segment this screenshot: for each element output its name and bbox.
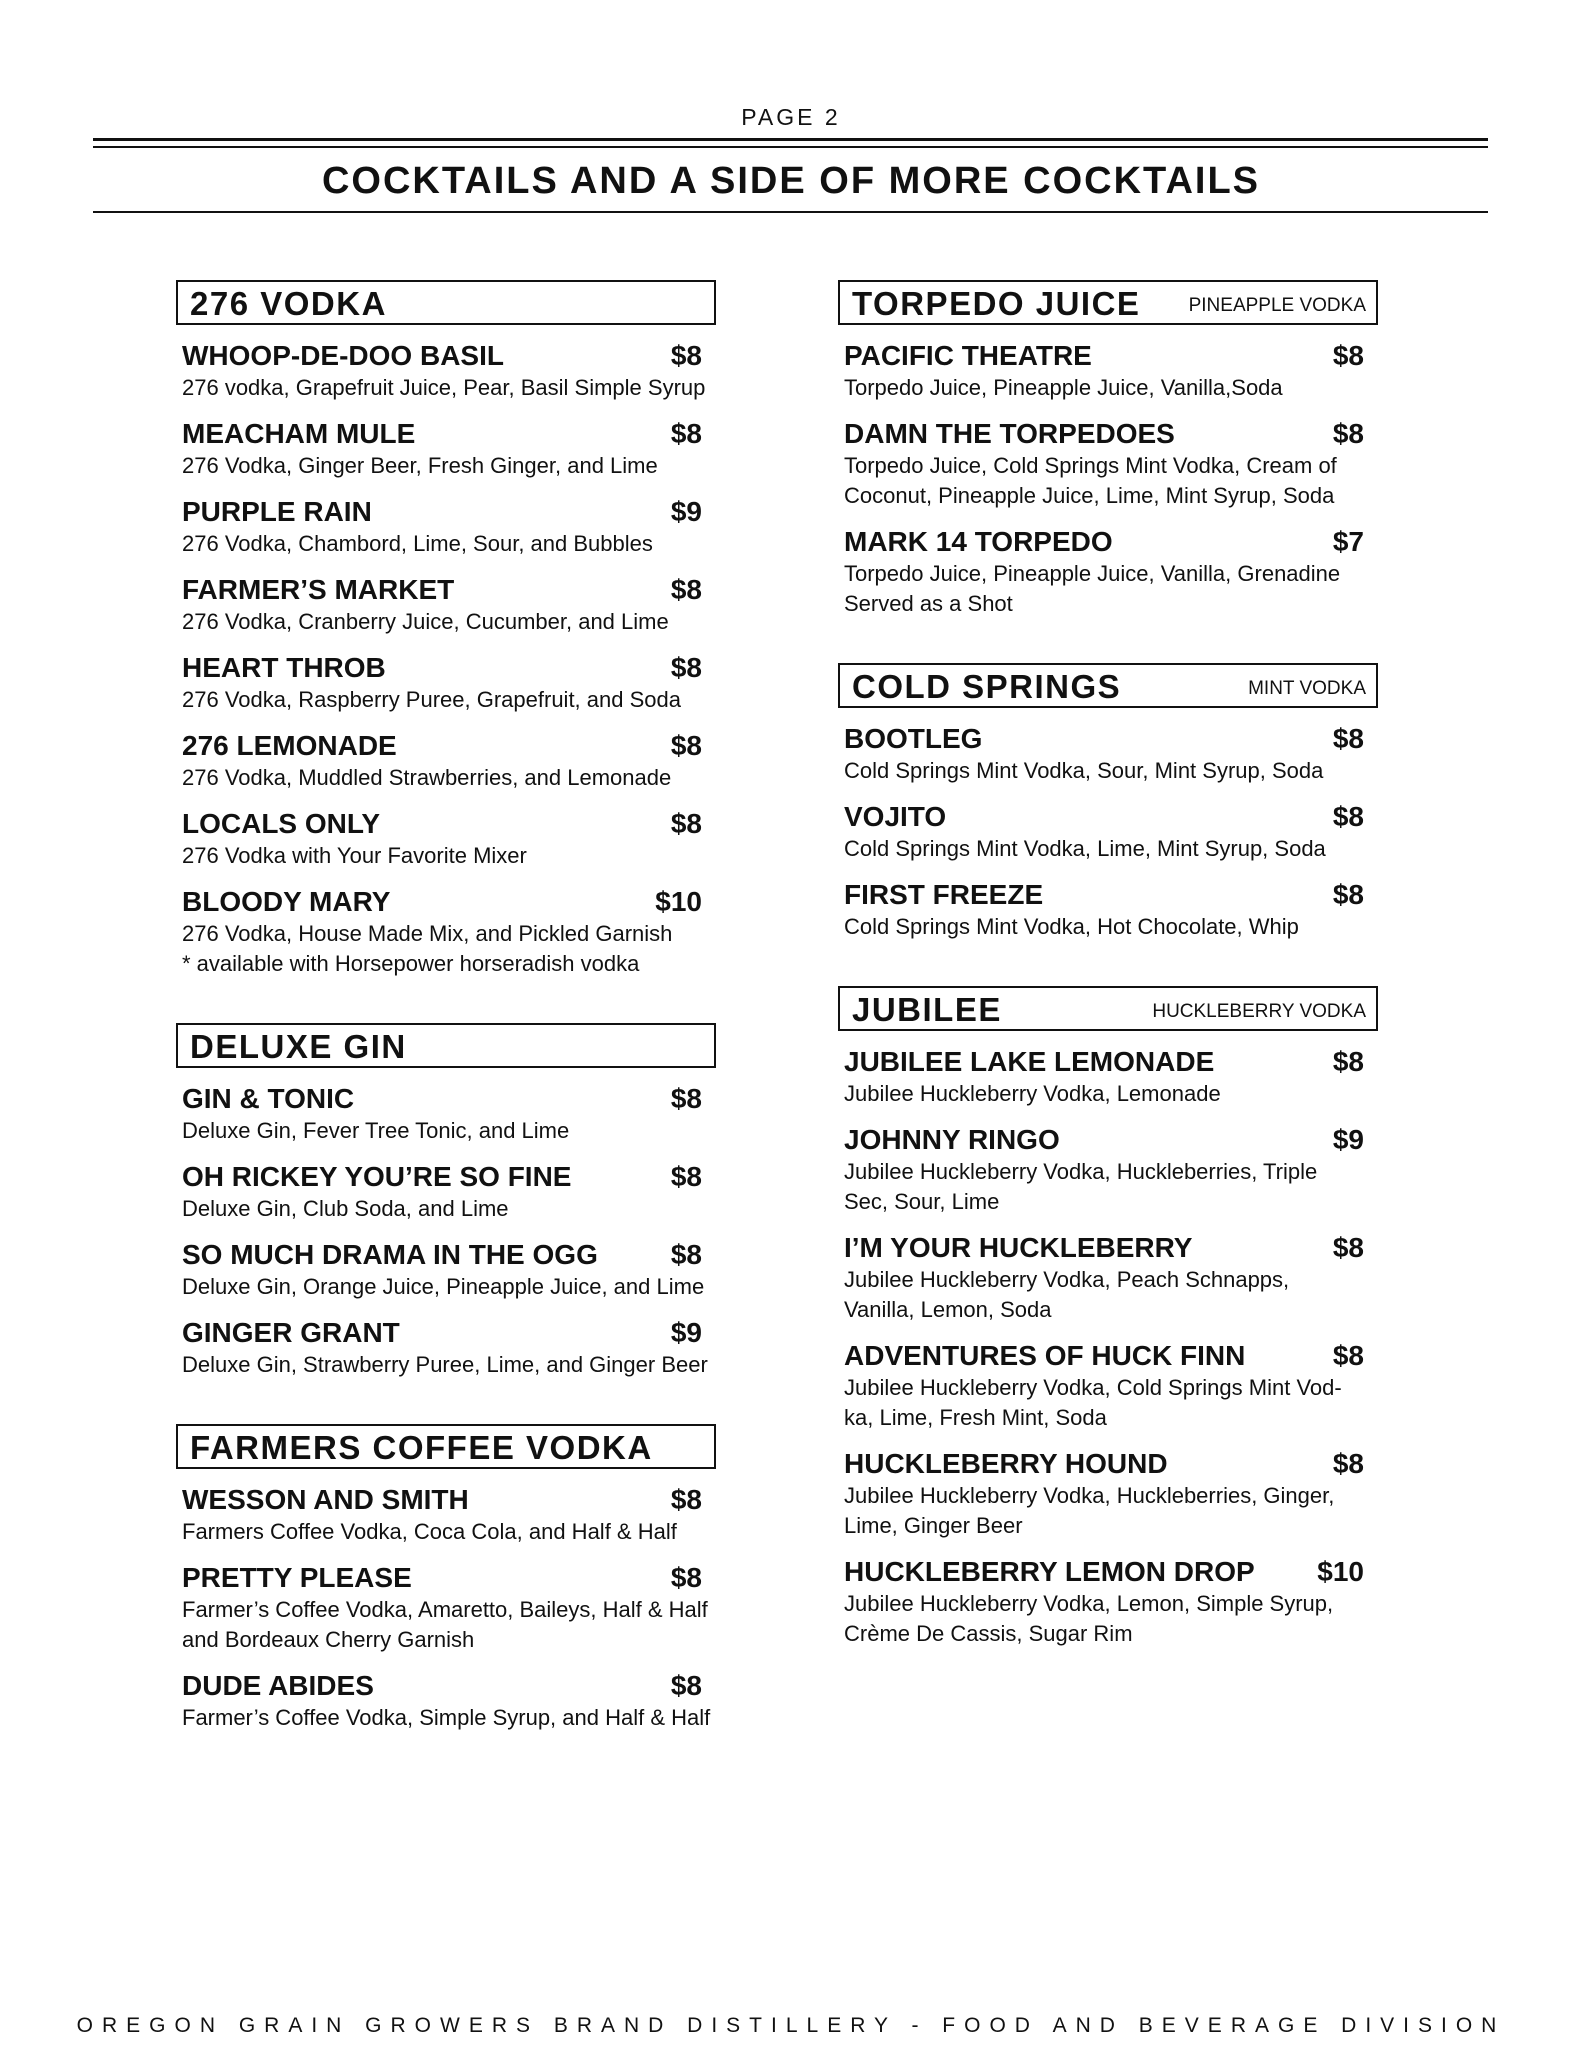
menu-item-description: 276 Vodka, Muddled Strawberries, and Lemonade [182,765,672,790]
menu-item [176,417,736,481]
menu-item-price: $10 [655,886,702,917]
menu-item-header [844,1045,1364,1079]
menu-item-header [182,495,702,529]
menu-section [838,663,1408,942]
menu-item-price: $8 [1332,1340,1364,1371]
menu-item-header [844,1555,1364,1589]
menu-item-header [182,651,702,685]
menu-item-header [182,1160,702,1194]
menu-item-description: 276 Vodka with Your Favorite Mixer [182,843,527,868]
menu-item-header [844,1447,1364,1481]
menu-item-price: $8 [670,340,702,371]
menu-item-price: $8 [670,652,702,683]
menu-item-name: FIRST FREEZE [844,879,1044,910]
section-subtitle: HUCKLEBERRY VODKA [1152,1001,1366,1022]
menu-item-name: PRETTY PLEASE [182,1562,412,1593]
menu-item-name: JUBILEE LAKE LEMONADE [844,1046,1215,1077]
menu-item-name: GINGER GRANT [182,1317,400,1348]
menu-item-description: Farmer’s Coffee Vodka, Amaretto, Baileys, Half & Half and Bordeaux Cherry Garnish [182,1597,708,1652]
menu-item-name: WHOOP-DE-DOO BASIL [182,340,504,371]
menu-item-name: HUCKLEBERRY HOUND [844,1448,1168,1479]
left-column [176,280,736,1777]
menu-item-name: FARMER’S MARKET [182,574,455,605]
menu-item [838,722,1408,786]
menu-item-header [182,807,702,841]
menu-item-name: HUCKLEBERRY LEMON DROP [844,1556,1255,1587]
menu-item-description: Jubilee Huckleberry Vodka, Peach Schnapps, Vanilla, Lemon, Soda [844,1267,1290,1322]
section-title: COLD SPRINGS [852,668,1122,705]
menu-item-header [182,1238,702,1272]
menu-item-header [844,417,1364,451]
menu-item-description: Cold Springs Mint Vodka, Sour, Mint Syrup, Soda [844,758,1324,783]
menu-item [176,1561,736,1655]
menu-item-description: 276 vodka, Grapefruit Juice, Pear, Basil Simple Syrup [182,375,706,400]
menu-item-description: Deluxe Gin, Orange Juice, Pineapple Juice, and Lime [182,1274,705,1299]
menu-item-description: Farmers Coffee Vodka, Coca Cola, and Half & Half [182,1519,677,1544]
menu-item [838,1555,1408,1649]
section-title: JUBILEE [852,991,1002,1028]
menu-item-price: $8 [670,1239,702,1270]
menu-item-header [182,1669,702,1703]
section-header [176,280,716,325]
menu-item-price: $8 [1332,340,1364,371]
menu-item [176,651,736,715]
menu-item-description: Torpedo Juice, Pineapple Juice, Vanilla,Soda [844,375,1283,400]
menu-item-price: $8 [1332,418,1364,449]
page-number: PAGE 2 [741,104,841,130]
menu-item-name: DUDE ABIDES [182,1670,374,1701]
menu-item [838,525,1408,619]
menu-item-header [182,1082,702,1116]
menu-item [176,729,736,793]
menu-item-description: 276 Vodka, House Made Mix, and Pickled Garnish * available with Horsepower horseradish vodka [182,921,673,976]
menu-item-price: $8 [670,1562,702,1593]
header-rule [93,211,1488,213]
menu-item [838,417,1408,511]
menu-item-header [182,1561,702,1595]
menu-item-name: 276 LEMONADE [182,730,397,761]
menu-item [176,1316,736,1380]
menu-item-description: Jubilee Huckleberry Vodka, Lemonade [844,1081,1221,1106]
menu-item [838,339,1408,403]
menu-item-description: Cold Springs Mint Vodka, Hot Chocolate, Whip [844,914,1299,939]
section-title: 276 VODKA [190,285,387,322]
section-title: FARMERS COFFEE VODKA [190,1429,653,1466]
menu-item-name: ADVENTURES OF HUCK FINN [844,1340,1246,1371]
menu-item-price: $7 [1332,526,1364,557]
menu-item-name: MEACHAM MULE [182,418,416,449]
menu-item [838,1045,1408,1109]
menu-item-header [844,722,1364,756]
section-subtitle: MINT VODKA [1248,678,1366,699]
menu-item-price: $8 [670,730,702,761]
section-title: DELUXE GIN [190,1028,407,1065]
menu-item-description: Deluxe Gin, Fever Tree Tonic, and Lime [182,1118,570,1143]
menu-item-description: 276 Vodka, Chambord, Lime, Sour, and Bubbles [182,531,653,556]
menu-item-name: JOHNNY RINGO [844,1124,1060,1155]
menu-item-price: $9 [1332,1124,1364,1155]
menu-section [838,986,1408,1649]
menu-item-price: $10 [1317,1556,1364,1587]
menu-item-description: Jubilee Huckleberry Vodka, Cold Springs Mint Vod- ka, Lime, Fresh Mint, Soda [844,1375,1342,1430]
menu-item-name: VOJITO [844,801,947,832]
menu-item [176,807,736,871]
menu-item [838,878,1408,942]
menu-item-price: $8 [670,1161,702,1192]
menu-item-description: Deluxe Gin, Club Soda, and Lime [182,1196,509,1221]
menu-item-description: Jubilee Huckleberry Vodka, Huckleberries, Triple Sec, Sour, Lime [844,1159,1318,1214]
menu-item [838,800,1408,864]
menu-item-name: BLOODY MARY [182,886,391,917]
menu-item-header [182,729,702,763]
section-header [838,986,1378,1031]
page-title: COCKTAILS AND A SIDE OF MORE COCKTAILS [321,160,1260,202]
menu-item-name: OH RICKEY YOU’RE SO FINE [182,1161,572,1192]
menu-item-header [182,339,702,373]
menu-item-description: Deluxe Gin, Strawberry Puree, Lime, and Ginger Beer [182,1352,708,1377]
section-header [176,1424,716,1469]
footer-text: OREGON GRAIN GROWERS BRAND DISTILLERY - FOOD AND BEVERAGE DIVISION [76,2014,1506,2037]
menu-item [838,1339,1408,1433]
section-header [838,663,1378,708]
menu-item-header [844,800,1364,834]
menu-item-description: Torpedo Juice, Pineapple Juice, Vanilla, Grenadine Served as a Shot [844,561,1341,616]
section-title: TORPEDO JUICE [852,285,1141,322]
menu-item-description: 276 Vodka, Ginger Beer, Fresh Ginger, and Lime [182,453,658,478]
menu-section [176,1424,736,1733]
menu-item-name: LOCALS ONLY [182,808,381,839]
menu-item [176,1483,736,1547]
menu-item-name: SO MUCH DRAMA IN THE OGG [182,1239,598,1270]
menu-item-name: WESSON AND SMITH [182,1484,469,1515]
menu-item-price: $8 [670,1670,702,1701]
menu-item-name: HEART THROB [182,652,386,683]
menu-item-name: PURPLE RAIN [182,496,372,527]
menu-item-price: $9 [670,1317,702,1348]
menu-item-price: $8 [670,1083,702,1114]
menu-section [176,280,736,979]
menu-item-price: $8 [1332,801,1364,832]
menu-item-price: $8 [670,418,702,449]
menu-section [838,280,1408,619]
menu-item-price: $8 [1332,723,1364,754]
menu-item-description: 276 Vodka, Cranberry Juice, Cucumber, and Lime [182,609,669,634]
menu-item-name: GIN & TONIC [182,1083,355,1114]
menu-item-price: $8 [670,1484,702,1515]
menu-item-header [844,1231,1364,1265]
section-header [838,280,1378,325]
menu-item-name: MARK 14 TORPEDO [844,526,1113,557]
menu-item [176,885,736,979]
menu-item-description: Jubilee Huckleberry Vodka, Huckleberries, Ginger, Lime, Ginger Beer [844,1483,1335,1538]
menu-item-price: $8 [670,808,702,839]
menu-item-price: $8 [1332,1232,1364,1263]
menu-section [176,1023,736,1380]
section-subtitle: PINEAPPLE VODKA [1188,295,1366,316]
menu-item-description: Jubilee Huckleberry Vodka, Lemon, Simple Syrup, Crème De Cassis, Sugar Rim [844,1591,1334,1646]
menu-item-header [182,573,702,607]
menu-item-header [844,525,1364,559]
menu-item [838,1447,1408,1541]
menu-item-price: $8 [1332,1448,1364,1479]
menu-item-description: 276 Vodka, Raspberry Puree, Grapefruit, and Soda [182,687,681,712]
menu-item-header [844,1339,1364,1373]
menu-item [176,495,736,559]
menu-item-description: Cold Springs Mint Vodka, Lime, Mint Syrup, Soda [844,836,1326,861]
menu-item-name: DAMN THE TORPEDOES [844,418,1175,449]
menu-item-price: $8 [1332,879,1364,910]
menu-item-price: $8 [1332,1046,1364,1077]
menu-item [176,1160,736,1224]
menu-item-name: I’M YOUR HUCKLEBERRY [844,1232,1193,1263]
menu-item [176,1669,736,1733]
menu-item [838,1123,1408,1217]
menu-item-name: BOOTLEG [844,723,983,754]
menu-item-header [182,1483,702,1517]
menu-item-name: PACIFIC THEATRE [844,340,1092,371]
menu-item [176,339,736,403]
menu-item [176,1082,736,1146]
menu-item-header [182,417,702,451]
menu-item [838,1231,1408,1325]
menu-item-description: Farmer’s Coffee Vodka, Simple Syrup, and Half & Half [182,1705,711,1730]
menu-item [176,1238,736,1302]
menu-item [176,573,736,637]
menu-item-header [182,1316,702,1350]
menu-item-header [844,878,1364,912]
section-header [176,1023,716,1068]
menu-item-header [844,1123,1364,1157]
menu-item-header [182,885,702,919]
menu-item-description: Torpedo Juice, Cold Springs Mint Vodka, Cream of Coconut, Pineapple Juice, Lime, Mint Syrup, Soda [844,453,1337,508]
right-column [838,280,1408,1693]
header-double-rule [93,138,1488,148]
menu-item-header [844,339,1364,373]
menu-item-price: $8 [670,574,702,605]
menu-item-price: $9 [670,496,702,527]
